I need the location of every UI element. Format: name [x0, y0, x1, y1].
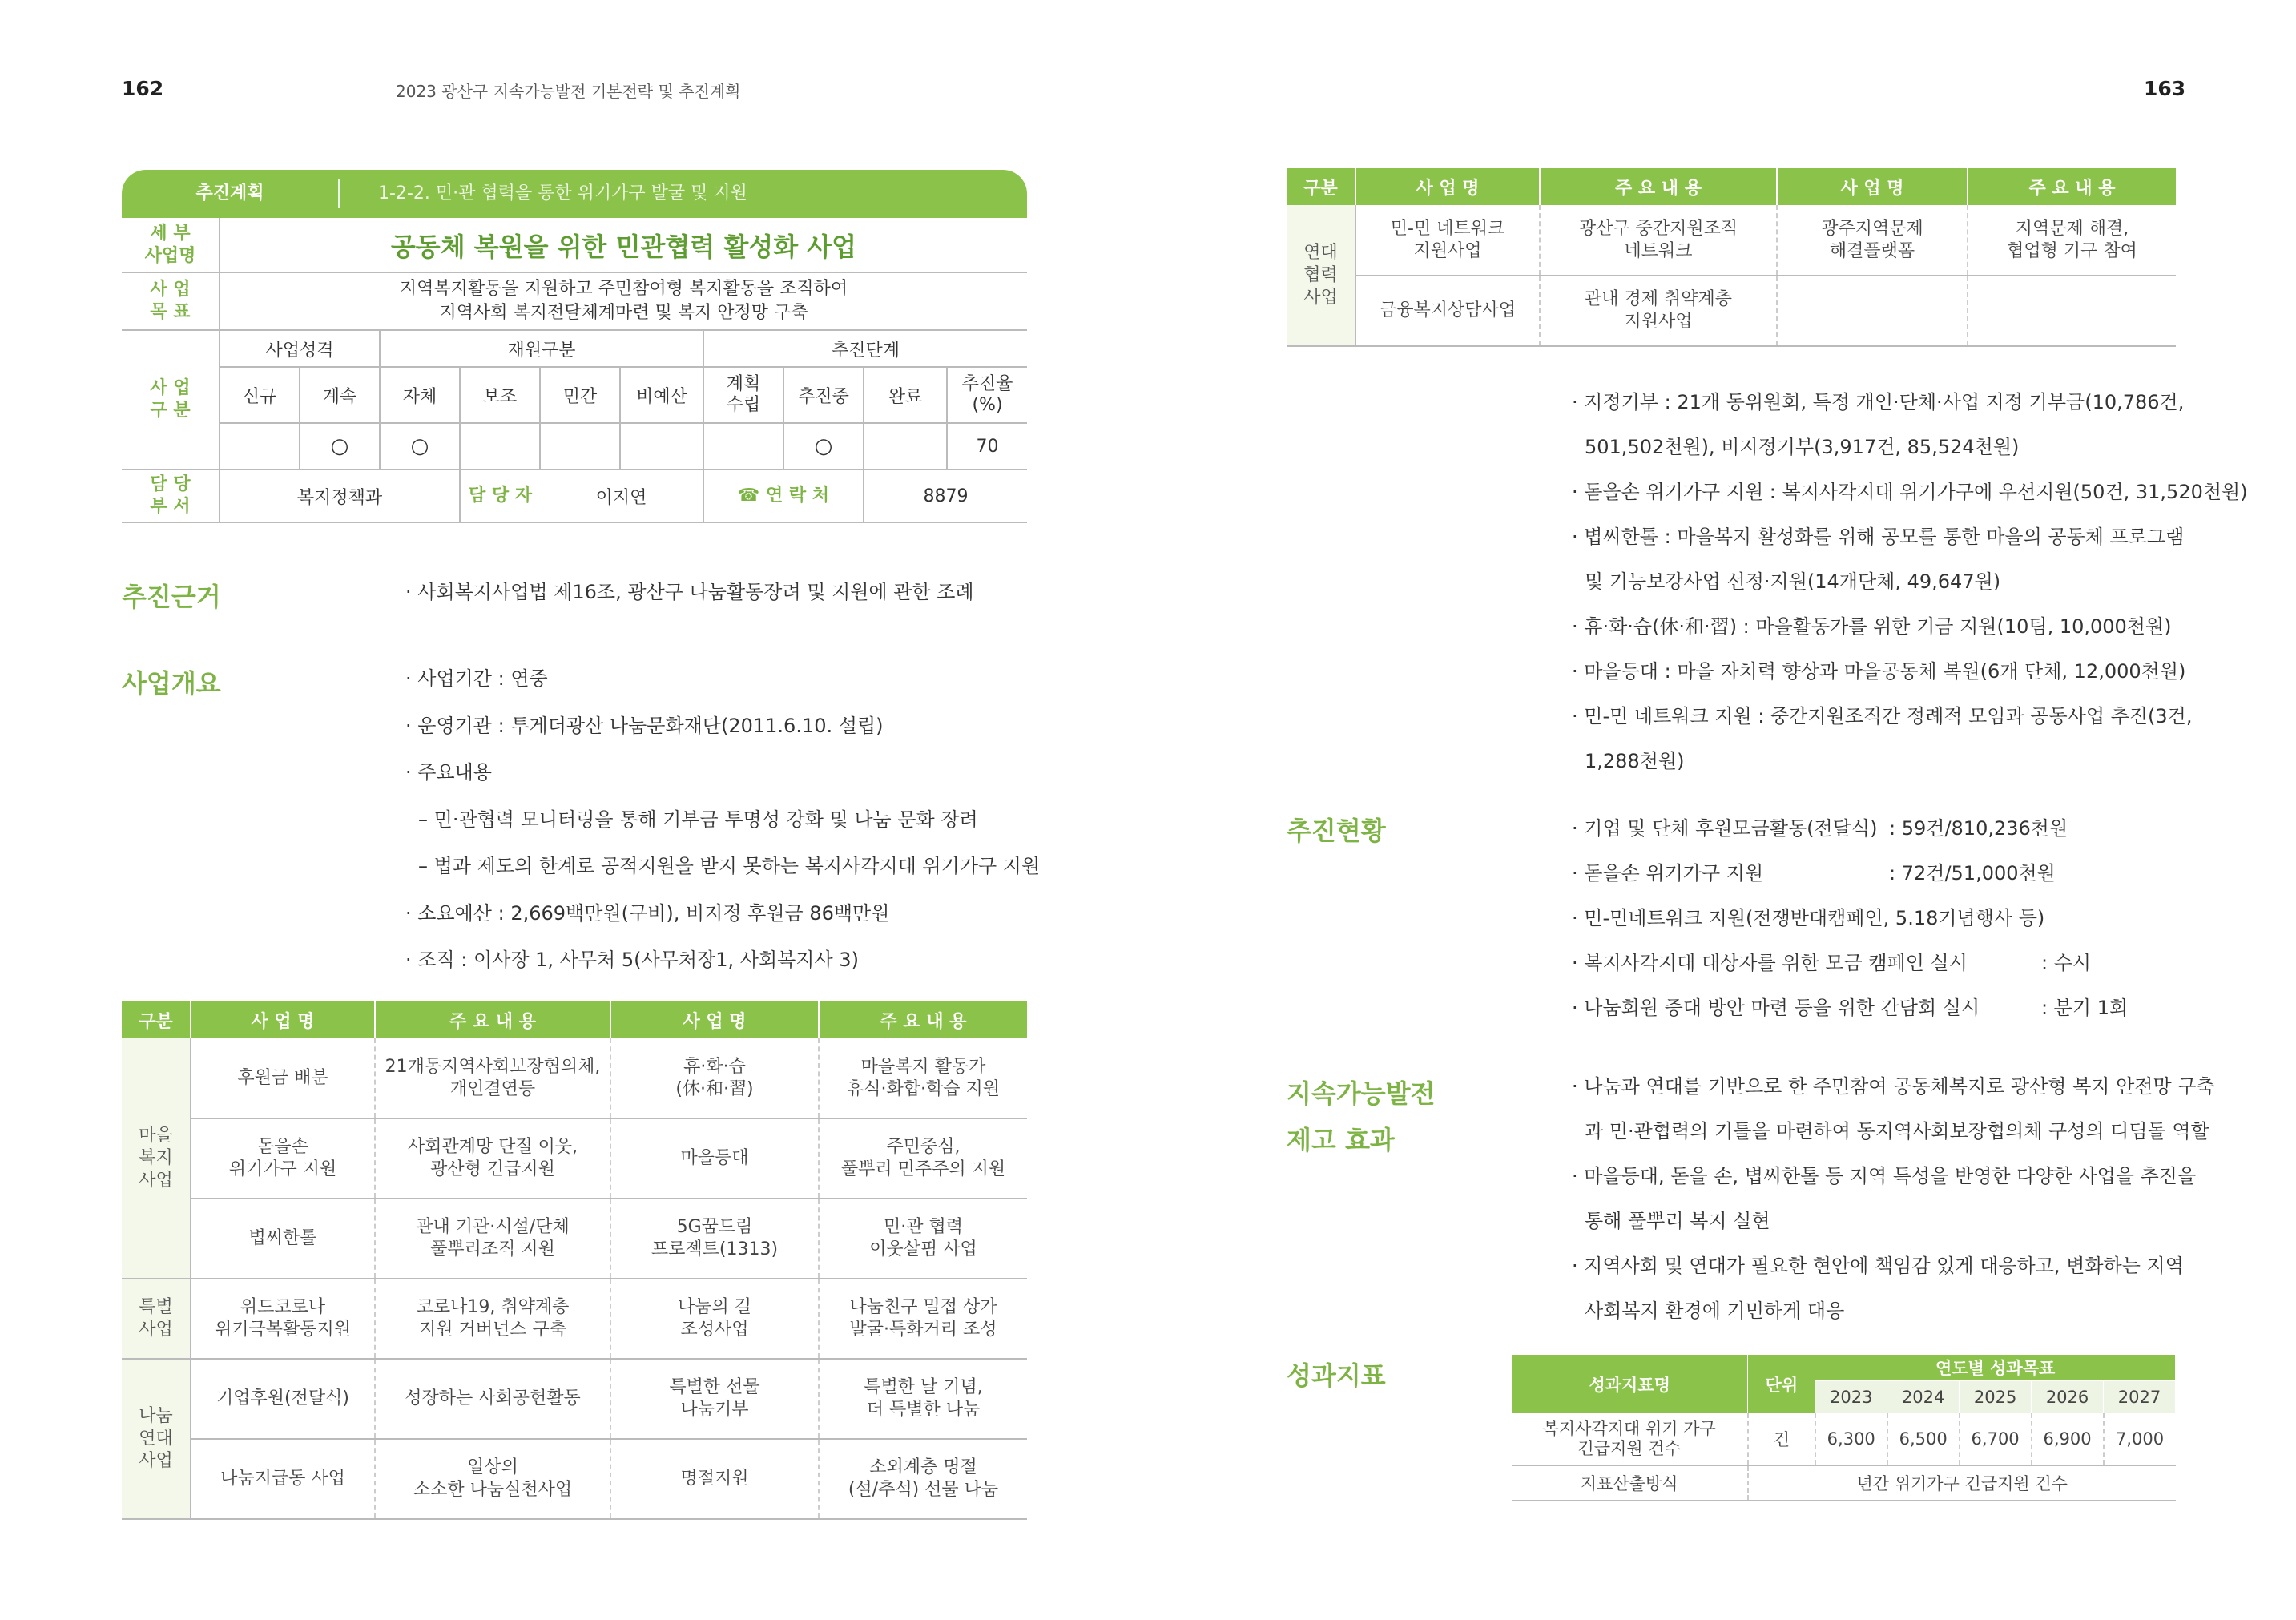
group-finance: 재원구분	[380, 330, 703, 367]
class-cols-row	[122, 367, 1027, 423]
table-cell: 특별한 날 기념, 더 특별한 나눔	[819, 1359, 1027, 1439]
left-page-number: 162	[122, 77, 164, 100]
perf-value: 6,500	[1887, 1414, 1960, 1465]
performance-table	[1511, 1354, 2176, 1501]
category-cell: 나눔 연대 사업	[122, 1359, 191, 1519]
perf-method-row	[1512, 1465, 2176, 1501]
status-item-label: · 돋을손 위기가구 지원	[1572, 862, 1764, 885]
right-business-table	[1287, 168, 2176, 347]
overview-line: · 주요내용	[405, 761, 492, 784]
effect-line: 통해 풀뿌리 복지 실현	[1585, 1210, 1770, 1232]
perf-year: 2024	[1887, 1381, 1960, 1414]
basis-title: 추진근거	[122, 582, 221, 612]
bullet-line: · 볍씨한톨 : 마을복지 활성화를 위해 공모를 통한 마을의 공동체 프로그램	[1572, 526, 2185, 548]
contact-value: 8879	[864, 469, 1027, 522]
table-cell: 성장하는 사회공헌활동	[375, 1359, 610, 1439]
person-value: 이지연	[540, 469, 703, 522]
right-page-number: 163	[2144, 77, 2186, 100]
col-own: 자체	[380, 367, 460, 423]
table-row	[122, 1199, 1027, 1279]
effect-title	[1287, 1070, 1435, 1163]
table-cell: 소외계층 명절 (설/추석) 선물 나눔	[819, 1439, 1027, 1519]
detail-name: 공동체 복원을 위한 민관협력 활성화 사업	[220, 218, 1027, 272]
left-business-table	[122, 1001, 1027, 1520]
overview-line: · 조직 : 이사장 1, 사무처 5(사무처장1, 사회복지사 3)	[405, 949, 859, 971]
table-cell: 광주지역문제 해결플랫폼	[1777, 205, 1968, 276]
perf-col-unit: 단위	[1748, 1355, 1815, 1414]
mark-own: ○	[380, 423, 460, 469]
header-main-content: 주 요 내 용	[1968, 168, 2176, 205]
goal-label: 사 업 목 표	[122, 272, 220, 330]
table-cell	[1777, 276, 1968, 346]
class-group-row	[122, 330, 1027, 367]
detail-label: 세 부 사업명	[122, 218, 220, 272]
perf-method: 년간 위기가구 긴급지원 건수	[1748, 1465, 2176, 1501]
perf-col-name: 성과지표명	[1512, 1355, 1748, 1414]
header-category: 구분	[122, 1001, 191, 1038]
overview-line: · 소요예산 : 2,669백만원(구비), 비지정 후원금 86백만원	[405, 901, 890, 925]
status-item-label: · 기업 및 단체 후원모금활동(전달식)	[1572, 817, 1878, 840]
table-cell: 관내 기관·시설/단체 풀뿌리조직 지원	[375, 1199, 610, 1279]
header-business-name: 사 업 명	[191, 1001, 375, 1038]
table-cell: 위드코로나 위기극복활동지원	[191, 1279, 375, 1359]
col-rate: 추진율 (%)	[947, 367, 1027, 423]
status-item-label: · 나눔회원 증대 방안 마련 등을 위한 간담회 실시	[1572, 997, 1980, 1019]
mark-new	[220, 423, 300, 469]
col-done: 완료	[864, 367, 947, 423]
bullet-line: · 휴·화·습(休·和·習) : 마을활동가를 위한 기금 지원(10팀, 10,000천원)	[1572, 615, 2172, 638]
status-item	[1572, 806, 2181, 851]
col-private: 민간	[540, 367, 620, 423]
class-label: 사 업 구 분	[122, 330, 220, 469]
status-title: 추진현황	[1287, 816, 1386, 846]
perf-year: 2023	[1815, 1381, 1887, 1414]
effect-title-line: 지속가능발전	[1287, 1078, 1436, 1109]
col-continue: 계속	[300, 367, 380, 423]
perf-value: 7,000	[2104, 1414, 2176, 1465]
table-header-row	[122, 1001, 1027, 1038]
overview-line: – 민·관협력 모니터링을 통해 기부금 투명성 강화 및 나눔 문화 장려	[418, 808, 978, 831]
table-cell: 금융복지상담사업	[1355, 276, 1540, 346]
effect-line: · 지역사회 및 연대가 필요한 현안에 책임감 있게 대응하고, 변화하는 지역	[1572, 1255, 2184, 1277]
basis-text: · 사회복지사업법 제16조, 광산구 나눔활동장려 및 지원에 관한 조례	[405, 581, 974, 603]
mark-continue: ○	[300, 423, 380, 469]
plan-label: 추진계획	[195, 183, 264, 204]
table-cell: 후원금 배분	[191, 1038, 375, 1118]
status-list	[1572, 806, 2181, 1030]
bullet-line: · 돋을손 위기가구 지원 : 복지사각지대 위기가구에 우선지원(50건, 31,520천원)	[1572, 481, 2248, 503]
table-header-row	[1287, 168, 2176, 205]
table-row	[122, 1118, 1027, 1199]
effect-line: 사회복지 환경에 기민하게 대응	[1585, 1300, 1845, 1322]
col-subsidy: 보조	[460, 367, 540, 423]
table-cell: 주민중심, 풀뿌리 민주주의 지원	[819, 1118, 1027, 1199]
effect-line: · 마을등대, 돋을 손, 볍씨한톨 등 지역 특성을 반영한 다양한 사업을 추진을	[1572, 1165, 2197, 1187]
table-cell: 돋을손 위기가구 지원	[191, 1118, 375, 1199]
bullet-line: · 민-민 네트워크 지원 : 중간지원조직간 정례적 모임과 공동사업 추진(3건,	[1572, 705, 2193, 727]
group-nature: 사업성격	[220, 330, 380, 367]
table-cell: 나눔친구 밀접 상가 발굴·특화거리 조성	[819, 1279, 1027, 1359]
status-item-label: · 복지사각지대 대상자를 위한 모금 캠페인 실시	[1572, 952, 1968, 974]
table-cell: 휴·화·습 (休·和·習)	[610, 1038, 819, 1118]
mark-done	[864, 423, 947, 469]
col-planning: 계획 수립	[703, 367, 783, 423]
effect-line: · 나눔과 연대를 기반으로 한 주민참여 공동체복지로 광산형 복지 안전망 구축	[1572, 1075, 2215, 1098]
mark-private	[540, 423, 620, 469]
perf-row-name: 복지사각지대 위기 가구 긴급지원 건수	[1512, 1414, 1748, 1465]
goal-line-1: 지역복지활동을 지원하고 주민참여형 복지활동을 조직하여	[399, 279, 848, 299]
perf-col-group: 연도별 성과목표	[1815, 1355, 2176, 1381]
table-row	[1287, 276, 2176, 346]
effect-list	[1572, 1064, 2215, 1333]
status-item	[1572, 985, 2181, 1030]
dept-row	[122, 469, 1027, 522]
table-cell: 광산구 중간지원조직 네트워크	[1540, 205, 1777, 276]
overview-line: – 법과 제도의 한계로 공적지원을 받지 못하는 복지사각지대 위기가구 지원	[418, 855, 1041, 877]
bullet-line: 1,288천원)	[1585, 750, 1685, 772]
table-row	[122, 1439, 1027, 1519]
perf-header-row	[1512, 1355, 2176, 1381]
mark-nonbudget	[620, 423, 703, 469]
table-cell: 민-민 네트워크 지원사업	[1355, 205, 1540, 276]
col-nonbudget: 비예산	[620, 367, 703, 423]
table-cell: 나눔의 길 조성사업	[610, 1279, 819, 1359]
running-title: 2023 광산구 지속가능발전 기본전략 및 추진계획	[396, 82, 741, 101]
perf-row-unit: 건	[1748, 1414, 1815, 1465]
header-business-name: 사 업 명	[610, 1001, 819, 1038]
category-cell: 연대 협력 사업	[1287, 205, 1355, 346]
perf-value: 6,300	[1815, 1414, 1887, 1465]
effect-title-line: 제고 효과	[1287, 1125, 1395, 1155]
dept-value: 복지정책과	[220, 469, 460, 522]
right-bullet-list	[1572, 380, 2248, 784]
goal-line-2: 지역사회 복지전달체계마련 및 복지 안정망 구축	[439, 303, 808, 323]
group-stage: 추진단계	[703, 330, 1027, 367]
plan-code-title: 1-2-2. 민·관 협력을 통한 위기가구 발굴 및 지원	[378, 183, 747, 204]
table-cell: 마을복지 활동가 휴식·화합·학습 지원	[819, 1038, 1027, 1118]
table-cell: 기업후원(전달식)	[191, 1359, 375, 1439]
plan-table	[122, 218, 1027, 523]
mark-rate: 70	[947, 423, 1027, 469]
bullet-line: · 마을등대 : 마을 자치력 향상과 마을공동체 복원(6개 단체, 12,000천원)	[1572, 660, 2186, 683]
table-row	[122, 1359, 1027, 1439]
mark-subsidy	[460, 423, 540, 469]
header-category: 구분	[1287, 168, 1355, 205]
header-main-content: 주 요 내 용	[1540, 168, 1777, 205]
bullet-line: · 지정기부 : 21개 동위원회, 특정 개인·단체·사업 지정 기부금(10,786건,	[1572, 391, 2185, 413]
perf-year: 2027	[2104, 1381, 2176, 1414]
col-new: 신규	[220, 367, 300, 423]
status-item-value: : 72건/51,000천원	[1889, 862, 2056, 885]
table-cell: 특별한 선물 나눔기부	[610, 1359, 819, 1439]
header-main-content: 주 요 내 용	[375, 1001, 610, 1038]
goal-row	[122, 272, 1027, 330]
perf-year: 2025	[1960, 1381, 2032, 1414]
status-item	[1572, 941, 2181, 985]
class-marks-row	[122, 423, 1027, 469]
table-cell: 볍씨한톨	[191, 1199, 375, 1279]
perf-data-row	[1512, 1414, 2176, 1465]
table-cell: 사회관계망 단절 이웃, 광산형 긴급지원	[375, 1118, 610, 1199]
status-item-value: : 59건/810,236천원	[1889, 817, 2068, 840]
table-row	[122, 1038, 1027, 1118]
effect-line: 과 민·관협력의 기틀을 마련하여 동지역사회보장협의체 구성의 디딤돌 역할	[1585, 1120, 2209, 1142]
status-item	[1572, 851, 2181, 896]
mark-planning	[703, 423, 783, 469]
overview-list	[405, 655, 1040, 984]
status-item-label: · 민-민네트워크 지원(전쟁반대캠페인, 5.18기념행사 등)	[1572, 907, 2045, 929]
perf-year: 2026	[2032, 1381, 2104, 1414]
table-cell: 지역문제 해결, 협업형 기구 참여	[1968, 205, 2176, 276]
table-row	[1287, 205, 2176, 276]
status-item-value: : 수시	[2041, 952, 2092, 974]
category-cell: 특별 사업	[122, 1279, 191, 1359]
table-cell	[1968, 276, 2176, 346]
bullet-line: 및 기능보강사업 선정·지원(14개단체, 49,647원)	[1585, 570, 2001, 593]
perf-value: 6,900	[2032, 1414, 2104, 1465]
overview-line: · 운영기관 : 투게더광산 나눔문화재단(2011.6.10. 설립)	[405, 714, 884, 737]
status-item-value: : 분기 1회	[2041, 997, 2129, 1019]
plan-header-bar	[122, 170, 1027, 218]
table-cell: 나눔지급동 사업	[191, 1439, 375, 1519]
contact-label: ☎ 연 락 처	[703, 469, 864, 522]
bullet-line: 501,502천원), 비지정기부(3,917건, 85,524천원)	[1585, 436, 2020, 458]
table-cell: 명절지원	[610, 1439, 819, 1519]
overview-title: 사업개요	[122, 668, 221, 699]
mark-inprogress: ○	[783, 423, 864, 469]
col-inprogress: 추진중	[783, 367, 864, 423]
performance-title: 성과지표	[1287, 1360, 1386, 1391]
table-cell: 21개동지역사회보장협의체, 개인결연등	[375, 1038, 610, 1118]
table-row	[122, 1279, 1027, 1359]
table-cell: 일상의 소소한 나눔실천사업	[375, 1439, 610, 1519]
table-cell: 관내 경제 취약계층 지원사업	[1540, 276, 1777, 346]
person-label: 담 당 자	[460, 469, 540, 522]
table-cell: 코로나19, 취약계층 지원 거버넌스 구축	[375, 1279, 610, 1359]
dept-label: 담 당 부 서	[122, 469, 220, 522]
table-cell: 마을등대	[610, 1118, 819, 1199]
header-main-content: 주 요 내 용	[819, 1001, 1027, 1038]
header-business-name: 사 업 명	[1777, 168, 1968, 205]
overview-line: · 사업기간 : 연중	[405, 667, 548, 690]
detail-row	[122, 218, 1027, 272]
status-item	[1572, 896, 2181, 941]
perf-value: 6,700	[1960, 1414, 2032, 1465]
table-cell: 민·관 협력 이웃살핌 사업	[819, 1199, 1027, 1279]
plan-divider	[338, 179, 340, 208]
header-business-name: 사 업 명	[1355, 168, 1540, 205]
table-cell: 5G꿈드림 프로젝트(1313)	[610, 1199, 819, 1279]
perf-method-label: 지표산출방식	[1512, 1465, 1748, 1501]
category-cell: 마을 복지 사업	[122, 1038, 191, 1279]
